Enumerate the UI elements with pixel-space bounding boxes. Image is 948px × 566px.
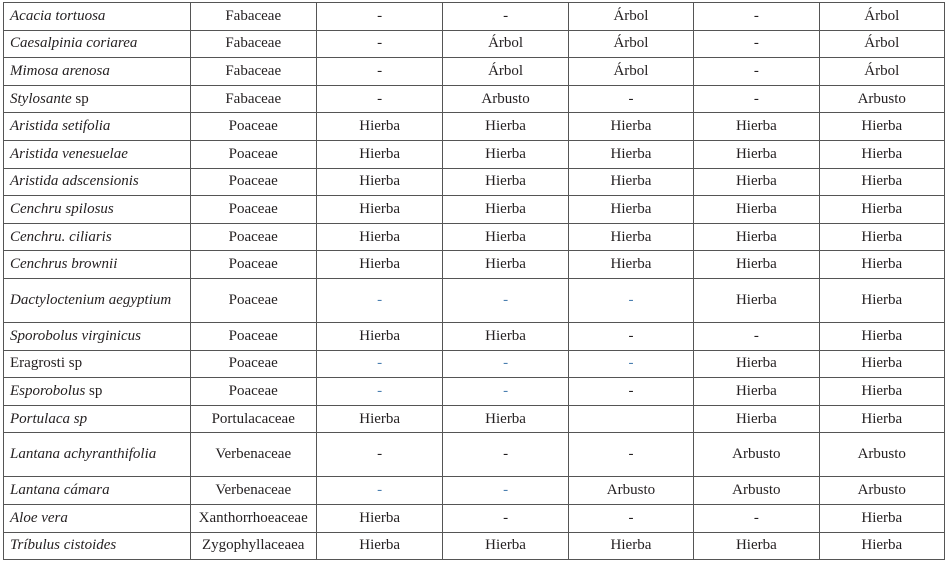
habit-cell — [316, 168, 442, 196]
habit-value: Hierba — [485, 410, 526, 427]
habit-value: - — [753, 509, 759, 526]
habit-cell — [694, 477, 819, 505]
habit-cell — [819, 504, 944, 532]
family-cell: Poaceae — [190, 113, 316, 141]
habit-cell — [568, 85, 693, 113]
table-row — [4, 504, 945, 532]
habit-value: Hierba — [861, 173, 903, 190]
habit-value: Árbol — [613, 62, 649, 79]
habit-cell — [316, 477, 442, 505]
habit-cell — [443, 85, 568, 113]
habit-value: Hierba — [735, 355, 777, 372]
habit-cell — [568, 168, 693, 196]
species-cell — [4, 278, 191, 322]
habit-cell — [819, 168, 944, 196]
habit-cell — [316, 350, 442, 378]
habit-cell — [819, 251, 944, 279]
habit-value: - — [503, 509, 509, 526]
habit-cell — [443, 278, 568, 322]
habit-value: - — [377, 382, 383, 399]
species-name-part: sp — [71, 90, 89, 107]
habit-value: Arbusto — [857, 482, 906, 499]
habit-cell — [819, 30, 944, 58]
species-name-part: Cenchru. ciliaris — [10, 228, 112, 245]
habit-cell — [568, 196, 693, 224]
habit-cell — [443, 477, 568, 505]
habit-value: Hierba — [735, 256, 777, 273]
habit-cell — [819, 532, 944, 560]
habit-cell — [568, 140, 693, 168]
habit-cell — [568, 251, 693, 279]
habit-value: Hierba — [735, 537, 777, 554]
species-cell — [4, 223, 191, 251]
habit-cell — [694, 140, 819, 168]
habit-cell — [568, 433, 693, 477]
family-cell: Fabaceae — [190, 30, 316, 58]
habit-value: - — [753, 327, 759, 344]
family-cell: Poaceae — [190, 140, 316, 168]
habit-value: Hierba — [735, 200, 777, 217]
table-row — [4, 168, 945, 196]
habit-value: - — [377, 482, 383, 499]
species-name-part: Cenchru spilosus — [10, 200, 114, 217]
species-name-part: Stylosante — [10, 90, 72, 107]
habit-cell — [443, 196, 568, 224]
habit-cell — [819, 58, 944, 86]
table-row — [4, 278, 945, 322]
habit-cell — [568, 30, 693, 58]
family-cell: Xanthorrhoeaceae — [190, 504, 316, 532]
habit-cell — [694, 3, 819, 31]
species-name-part: Portulaca sp — [10, 410, 88, 427]
habit-value: Árbol — [613, 7, 649, 24]
habit-cell — [443, 58, 568, 86]
habit-cell — [568, 504, 693, 532]
habit-value: Hierba — [485, 256, 526, 273]
habit-cell — [443, 3, 568, 31]
habit-value: Hierba — [485, 228, 526, 245]
habit-value: - — [628, 90, 634, 107]
habit-cell — [316, 140, 442, 168]
habit-cell — [819, 477, 944, 505]
species-name-part: Aristida adscensionis — [10, 173, 139, 190]
species-cell — [4, 504, 191, 532]
habit-value: - — [503, 482, 509, 499]
habit-value: - — [628, 291, 634, 308]
species-name-part: Caesalpinia coriarea — [10, 35, 138, 52]
family-cell: Zygophyllaceaea — [190, 532, 316, 560]
habit-value: Hierba — [485, 173, 526, 190]
habit-cell — [694, 278, 819, 322]
table-row — [4, 113, 945, 141]
habit-cell — [316, 504, 442, 532]
habit-cell — [443, 504, 568, 532]
family-cell: Portulacaceae — [190, 405, 316, 433]
habit-cell — [568, 532, 693, 560]
habit-value: Hierba — [610, 145, 652, 162]
habit-value: - — [503, 382, 509, 399]
habit-value: Hierba — [359, 509, 401, 526]
habit-cell — [819, 3, 944, 31]
table-body — [4, 3, 945, 560]
family-cell: Poaceae — [190, 196, 316, 224]
family-cell: Poaceae — [190, 378, 316, 406]
habit-value: Hierba — [861, 256, 903, 273]
species-cell — [4, 532, 191, 560]
table-row — [4, 322, 945, 350]
family-cell: Poaceae — [190, 350, 316, 378]
habit-value: Hierba — [485, 200, 526, 217]
family-cell: Poaceae — [190, 322, 316, 350]
habit-cell — [694, 350, 819, 378]
species-name-part: Sporobolus virginicus — [10, 327, 141, 344]
table-row — [4, 532, 945, 560]
habit-cell — [443, 405, 568, 433]
habit-cell — [568, 322, 693, 350]
habit-cell — [443, 140, 568, 168]
habit-value: Hierba — [485, 145, 526, 162]
habit-cell — [819, 378, 944, 406]
habit-cell — [819, 196, 944, 224]
habit-value: Hierba — [485, 327, 526, 344]
habit-value: Hierba — [359, 327, 401, 344]
habit-cell — [316, 58, 442, 86]
habit-value: - — [503, 446, 509, 463]
habit-value: Hierba — [359, 256, 401, 273]
habit-cell — [568, 278, 693, 322]
habit-cell — [316, 405, 442, 433]
family-cell: Fabaceae — [190, 85, 316, 113]
habit-cell — [443, 30, 568, 58]
family-cell: Fabaceae — [190, 58, 316, 86]
habit-cell — [443, 168, 568, 196]
habit-value: - — [628, 446, 634, 463]
species-name-part: Mimosa arenosa — [10, 62, 110, 79]
habit-value: Hierba — [610, 228, 652, 245]
habit-value: Hierba — [861, 355, 903, 372]
habit-value: Arbusto — [857, 446, 906, 463]
habit-cell — [568, 378, 693, 406]
habit-value: Hierba — [861, 200, 903, 217]
habit-cell — [316, 223, 442, 251]
habit-value: Hierba — [861, 327, 903, 344]
table-row — [4, 405, 945, 433]
habit-cell — [694, 30, 819, 58]
table-row — [4, 140, 945, 168]
habit-cell — [819, 405, 944, 433]
species-name-part: Dactyloctenium aegyptium — [10, 291, 172, 308]
habit-cell — [316, 378, 442, 406]
habit-cell — [316, 532, 442, 560]
habit-value: Árbol — [613, 35, 649, 52]
habit-cell — [316, 85, 442, 113]
habit-value: - — [753, 35, 759, 52]
habit-value: Árbol — [864, 7, 900, 24]
habit-value: - — [377, 62, 383, 79]
habit-value: - — [503, 291, 509, 308]
habit-value: Hierba — [861, 118, 903, 135]
habit-value: Hierba — [861, 228, 903, 245]
habit-value: Árbol — [864, 35, 900, 52]
habit-value: - — [753, 62, 759, 79]
habit-value: Hierba — [735, 410, 777, 427]
habit-cell — [819, 350, 944, 378]
species-cell — [4, 30, 191, 58]
species-cell — [4, 85, 191, 113]
habit-value: Hierba — [861, 145, 903, 162]
habit-value: Hierba — [359, 118, 401, 135]
habit-value: - — [377, 90, 383, 107]
habit-cell — [316, 251, 442, 279]
habit-value: - — [753, 90, 759, 107]
habit-value: Hierba — [610, 173, 652, 190]
species-name-part: Acacia tortuosa — [10, 7, 106, 24]
habit-value: Hierba — [610, 118, 652, 135]
habit-value: Hierba — [861, 410, 903, 427]
table-row — [4, 477, 945, 505]
habit-cell — [443, 350, 568, 378]
species-cell — [4, 251, 191, 279]
habit-cell — [316, 113, 442, 141]
habit-cell — [568, 113, 693, 141]
species-cell — [4, 3, 191, 31]
habit-cell — [694, 85, 819, 113]
species-table — [3, 2, 945, 560]
habit-cell — [819, 278, 944, 322]
habit-value: - — [628, 382, 634, 399]
family-cell: Verbenaceae — [190, 433, 316, 477]
habit-value: - — [377, 355, 383, 372]
habit-cell — [443, 433, 568, 477]
habit-cell — [568, 223, 693, 251]
habit-value: Hierba — [610, 256, 652, 273]
habit-value: Hierba — [861, 382, 903, 399]
habit-value: Arbusto — [606, 482, 656, 499]
table-row — [4, 58, 945, 86]
family-cell: Poaceae — [190, 278, 316, 322]
habit-value: - — [628, 355, 634, 372]
habit-cell — [316, 3, 442, 31]
habit-cell — [443, 223, 568, 251]
habit-value: Hierba — [485, 537, 526, 554]
species-cell — [4, 58, 191, 86]
species-cell — [4, 140, 191, 168]
species-name-part: sp — [85, 382, 103, 399]
habit-value: - — [377, 35, 383, 52]
habit-value: Hierba — [485, 118, 526, 135]
table-row — [4, 30, 945, 58]
habit-value: Hierba — [359, 200, 401, 217]
table-row — [4, 196, 945, 224]
habit-cell — [819, 113, 944, 141]
habit-value: Hierba — [735, 291, 777, 308]
habit-value: - — [628, 509, 634, 526]
species-cell — [4, 168, 191, 196]
table-row — [4, 378, 945, 406]
habit-value: Hierba — [735, 228, 777, 245]
habit-cell — [694, 322, 819, 350]
habit-cell — [316, 30, 442, 58]
habit-cell — [694, 168, 819, 196]
family-cell: Poaceae — [190, 168, 316, 196]
species-cell — [4, 350, 191, 378]
species-name-part: Eragrosti sp — [10, 355, 83, 372]
habit-cell — [694, 196, 819, 224]
species-name-part: Aristida setifolia — [10, 118, 111, 135]
family-cell: Fabaceae — [190, 3, 316, 31]
habit-value: Hierba — [735, 173, 777, 190]
habit-value: Hierba — [735, 145, 777, 162]
table-row — [4, 350, 945, 378]
habit-cell — [443, 378, 568, 406]
habit-value: Árbol — [488, 62, 524, 79]
habit-cell — [316, 196, 442, 224]
habit-value: - — [377, 7, 383, 24]
habit-value: Arbusto — [732, 446, 781, 463]
habit-value: - — [377, 446, 383, 463]
species-name-part: Tríbulus cistoides — [10, 537, 117, 554]
habit-value: - — [377, 291, 383, 308]
species-name-part: Lantana achyranthifolia — [10, 446, 157, 463]
habit-value: - — [503, 355, 509, 372]
habit-value: Arbusto — [732, 482, 781, 499]
species-cell — [4, 433, 191, 477]
species-name-part: Aristida venesuelae — [10, 145, 128, 162]
habit-cell — [819, 140, 944, 168]
habit-value: Hierba — [359, 173, 401, 190]
species-name-part: Aloe vera — [10, 509, 68, 526]
habit-value: - — [628, 327, 634, 344]
habit-value: Hierba — [359, 228, 401, 245]
habit-cell — [316, 322, 442, 350]
family-cell: Poaceae — [190, 251, 316, 279]
habit-value: Arbusto — [857, 90, 906, 107]
habit-cell — [694, 251, 819, 279]
habit-cell — [694, 504, 819, 532]
habit-value: Hierba — [359, 537, 401, 554]
habit-value: Árbol — [864, 62, 900, 79]
habit-cell — [568, 58, 693, 86]
habit-value: Hierba — [610, 537, 652, 554]
habit-value: Hierba — [610, 200, 652, 217]
species-cell — [4, 113, 191, 141]
habit-value: Hierba — [861, 291, 903, 308]
habit-value: Hierba — [359, 145, 401, 162]
species-name-part: Lantana cámara — [10, 482, 110, 499]
habit-value: - — [503, 7, 509, 24]
habit-value: Hierba — [735, 382, 777, 399]
habit-value: Arbusto — [481, 90, 530, 107]
habit-cell — [568, 405, 693, 433]
habit-cell — [819, 433, 944, 477]
habit-cell — [819, 223, 944, 251]
table-row — [4, 3, 945, 31]
habit-cell — [694, 223, 819, 251]
family-cell: Poaceae — [190, 223, 316, 251]
habit-value: Hierba — [861, 537, 903, 554]
species-cell — [4, 405, 191, 433]
habit-cell — [819, 322, 944, 350]
habit-cell — [694, 113, 819, 141]
family-cell: Verbenaceae — [190, 477, 316, 505]
habit-cell — [316, 278, 442, 322]
species-cell — [4, 322, 191, 350]
habit-cell — [443, 532, 568, 560]
habit-value: Árbol — [488, 35, 524, 52]
table-row — [4, 85, 945, 113]
table-row — [4, 223, 945, 251]
habit-cell — [443, 322, 568, 350]
habit-cell — [694, 532, 819, 560]
habit-value: Hierba — [861, 509, 903, 526]
habit-cell — [568, 350, 693, 378]
habit-cell — [568, 477, 693, 505]
habit-cell — [694, 405, 819, 433]
habit-cell — [443, 113, 568, 141]
habit-value: Hierba — [359, 410, 401, 427]
species-cell — [4, 196, 191, 224]
habit-value: Hierba — [735, 118, 777, 135]
species-name-part: Cenchrus brownii — [10, 256, 118, 273]
habit-value: - — [753, 7, 759, 24]
habit-cell — [819, 85, 944, 113]
habit-cell — [443, 251, 568, 279]
habit-cell — [568, 3, 693, 31]
habit-cell — [694, 433, 819, 477]
species-name-part: Esporobolus — [10, 382, 86, 399]
species-cell — [4, 378, 191, 406]
table-row — [4, 433, 945, 477]
species-cell — [4, 477, 191, 505]
table-row — [4, 251, 945, 279]
habit-cell — [694, 58, 819, 86]
habit-cell — [694, 378, 819, 406]
habit-cell — [316, 433, 442, 477]
